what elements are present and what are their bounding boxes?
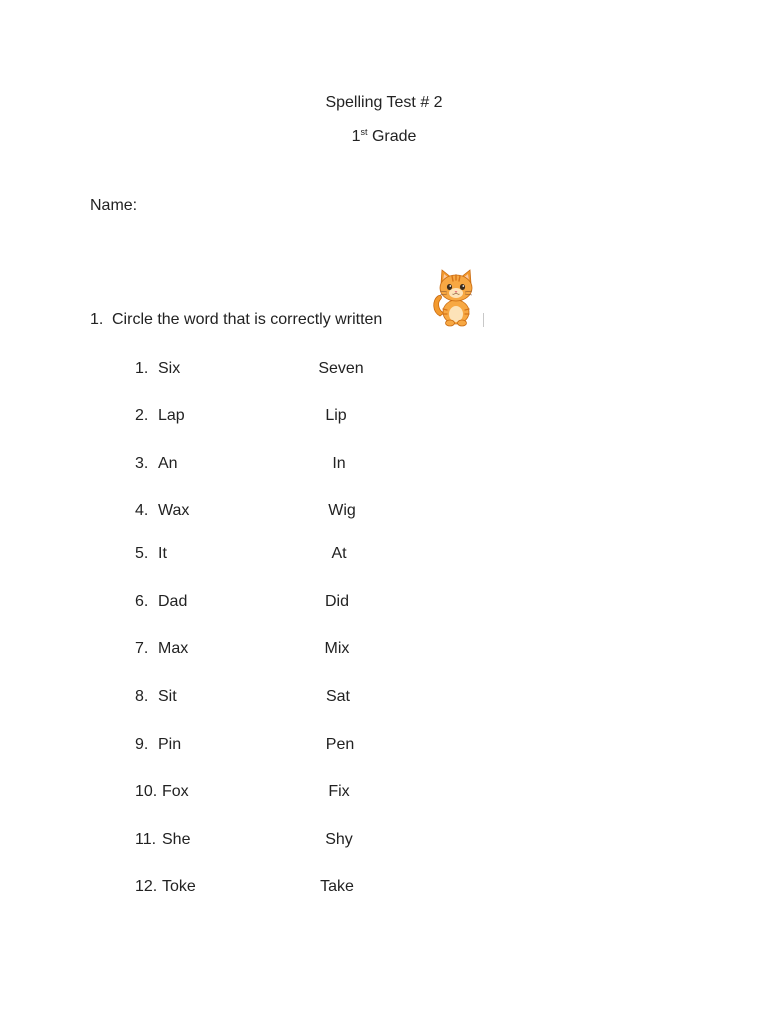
word-choice-b[interactable]: Sat [325, 688, 350, 705]
word-choice-a[interactable]: An [158, 455, 178, 472]
question-number: 1. [90, 311, 104, 328]
item-number: 3. [135, 455, 149, 472]
word-choice-a[interactable]: Six [158, 360, 181, 377]
word-choice-b[interactable]: Lip [325, 407, 347, 424]
word-choice-a[interactable]: Pin [158, 736, 182, 753]
word-choice-b[interactable]: In [332, 455, 346, 472]
word-choice-a[interactable]: Lap [158, 407, 185, 424]
word-choice-a[interactable]: She [162, 831, 191, 848]
item-number: 6. [135, 593, 149, 610]
word-choice-b[interactable]: Shy [325, 831, 353, 848]
word-choice-b[interactable]: Pen [325, 736, 355, 753]
word-choice-b[interactable]: At [331, 545, 347, 562]
question-text: Circle the word that is correctly written [112, 311, 383, 328]
item-number: 5. [135, 545, 149, 562]
item-number: 4. [135, 502, 149, 519]
grade-word: Grade [371, 128, 417, 145]
item-number: 8. [135, 688, 149, 705]
grade-ordinal-suffix: st [360, 127, 368, 137]
item-number: 7. [135, 640, 149, 657]
name-label: Name: [90, 197, 138, 214]
item-number: 1. [135, 360, 149, 377]
word-choice-a[interactable]: Toke [162, 878, 196, 895]
word-choice-a[interactable]: Wax [158, 502, 190, 519]
word-choice-a[interactable]: It [158, 545, 167, 562]
item-number: 12. [135, 878, 158, 895]
word-choice-a[interactable]: Sit [158, 688, 177, 705]
word-choice-b[interactable]: Wig [328, 502, 356, 519]
word-choice-a[interactable]: Max [158, 640, 189, 657]
cartoon-orange-cat-icon [430, 266, 482, 328]
page-title: Spelling Test # 2 [325, 94, 443, 111]
word-choice-b[interactable]: Did [324, 593, 349, 610]
word-choice-b[interactable]: Mix [324, 640, 350, 657]
question-instruction [90, 311, 382, 329]
word-choice-b[interactable]: Take [320, 878, 354, 895]
text-cursor [483, 313, 484, 327]
word-choice-a[interactable]: Fox [162, 783, 189, 800]
item-number: 10. [135, 783, 158, 800]
item-number: 9. [135, 736, 149, 753]
grade-number: 1 [351, 128, 361, 145]
item-number: 2. [135, 407, 149, 424]
word-choice-b[interactable]: Fix [328, 783, 350, 800]
word-choice-b[interactable]: Seven [318, 360, 364, 377]
grade-label [0, 128, 768, 146]
item-number: 11. [135, 831, 157, 848]
word-choice-a[interactable]: Dad [158, 593, 188, 610]
